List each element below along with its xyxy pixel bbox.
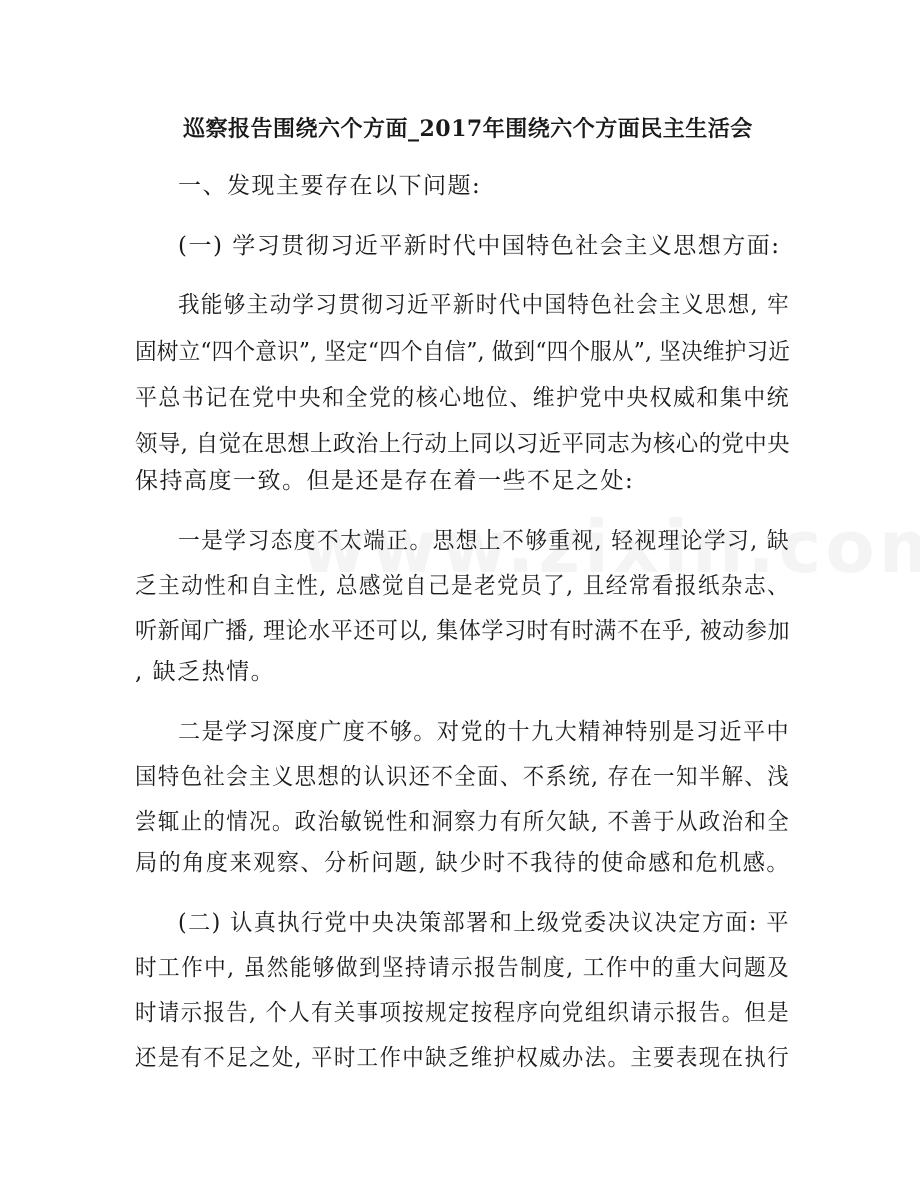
paragraph-line: 一是学习态度不太端正。思想上不够重视, 轻视理论学习, 缺 [178, 528, 790, 554]
paragraph-line: 尝辄止的情况。政治敏锐性和洞察力有所欠缺, 不善于从政治和全 [135, 809, 791, 835]
paragraph-line: 听新闻广播, 理论水平还可以, 集体学习时有时满不在乎, 被动参加 [135, 618, 791, 644]
subsection-heading: (二) 认真执行党中央决策部署和上级党委决议决定方面: 平 [178, 910, 790, 936]
paragraph-line: 还是有不足之处, 平时工作中缺乏维护权威办法。主要表现在执行 [135, 1045, 791, 1071]
paragraph-line: 国特色社会主义思想的认识还不全面、不系统, 存在一知半解、浅 [135, 764, 791, 790]
paragraph-line: 二是学习深度广度不够。对党的十九大精神特别是习近平中 [178, 719, 791, 745]
section-heading: 一、发现主要存在以下问题: [178, 173, 482, 199]
document-title: 巡察报告围绕六个方面_2017年围绕六个方面民主生活会 [183, 116, 753, 142]
paragraph-line: 平总书记在党中央和全党的核心地位、维护党中央权威和集中统 [135, 385, 790, 411]
subsection-heading: (一) 学习贯彻习近平新时代中国特色社会主义思想方面: [178, 233, 781, 259]
paragraph-line: 乏主动性和自主性, 总感觉自己是老党员了, 且经常看报纸杂志、 [135, 573, 791, 599]
paragraph-line: 领导, 自觉在思想上政治上行动上同以习近平同志为核心的党中央 [135, 431, 790, 457]
paragraph-line: 保持高度一致。但是还是存在着一些不足之处: [135, 468, 635, 494]
paragraph-line: 局的角度来观察、分析问题, 缺少时不我待的使命感和危机感。 [135, 850, 791, 876]
paragraph-line: 时工作中, 虽然能够做到坚持请示报告制度, 工作中的重大问题及 [135, 955, 791, 981]
paragraph-line: , 缺乏热情。 [135, 659, 276, 685]
paragraph-line: 我能够主动学习贯彻习近平新时代中国特色社会主义思想, 牢 [178, 292, 791, 318]
paragraph-line: 固树立“四个意识”, 坚定“四个自信”, 做到“四个服从”, 坚决维护习近 [135, 339, 791, 365]
paragraph-line: 时请示报告, 个人有关事项按规定按程序向党组织请示报告。但是 [135, 1000, 791, 1026]
